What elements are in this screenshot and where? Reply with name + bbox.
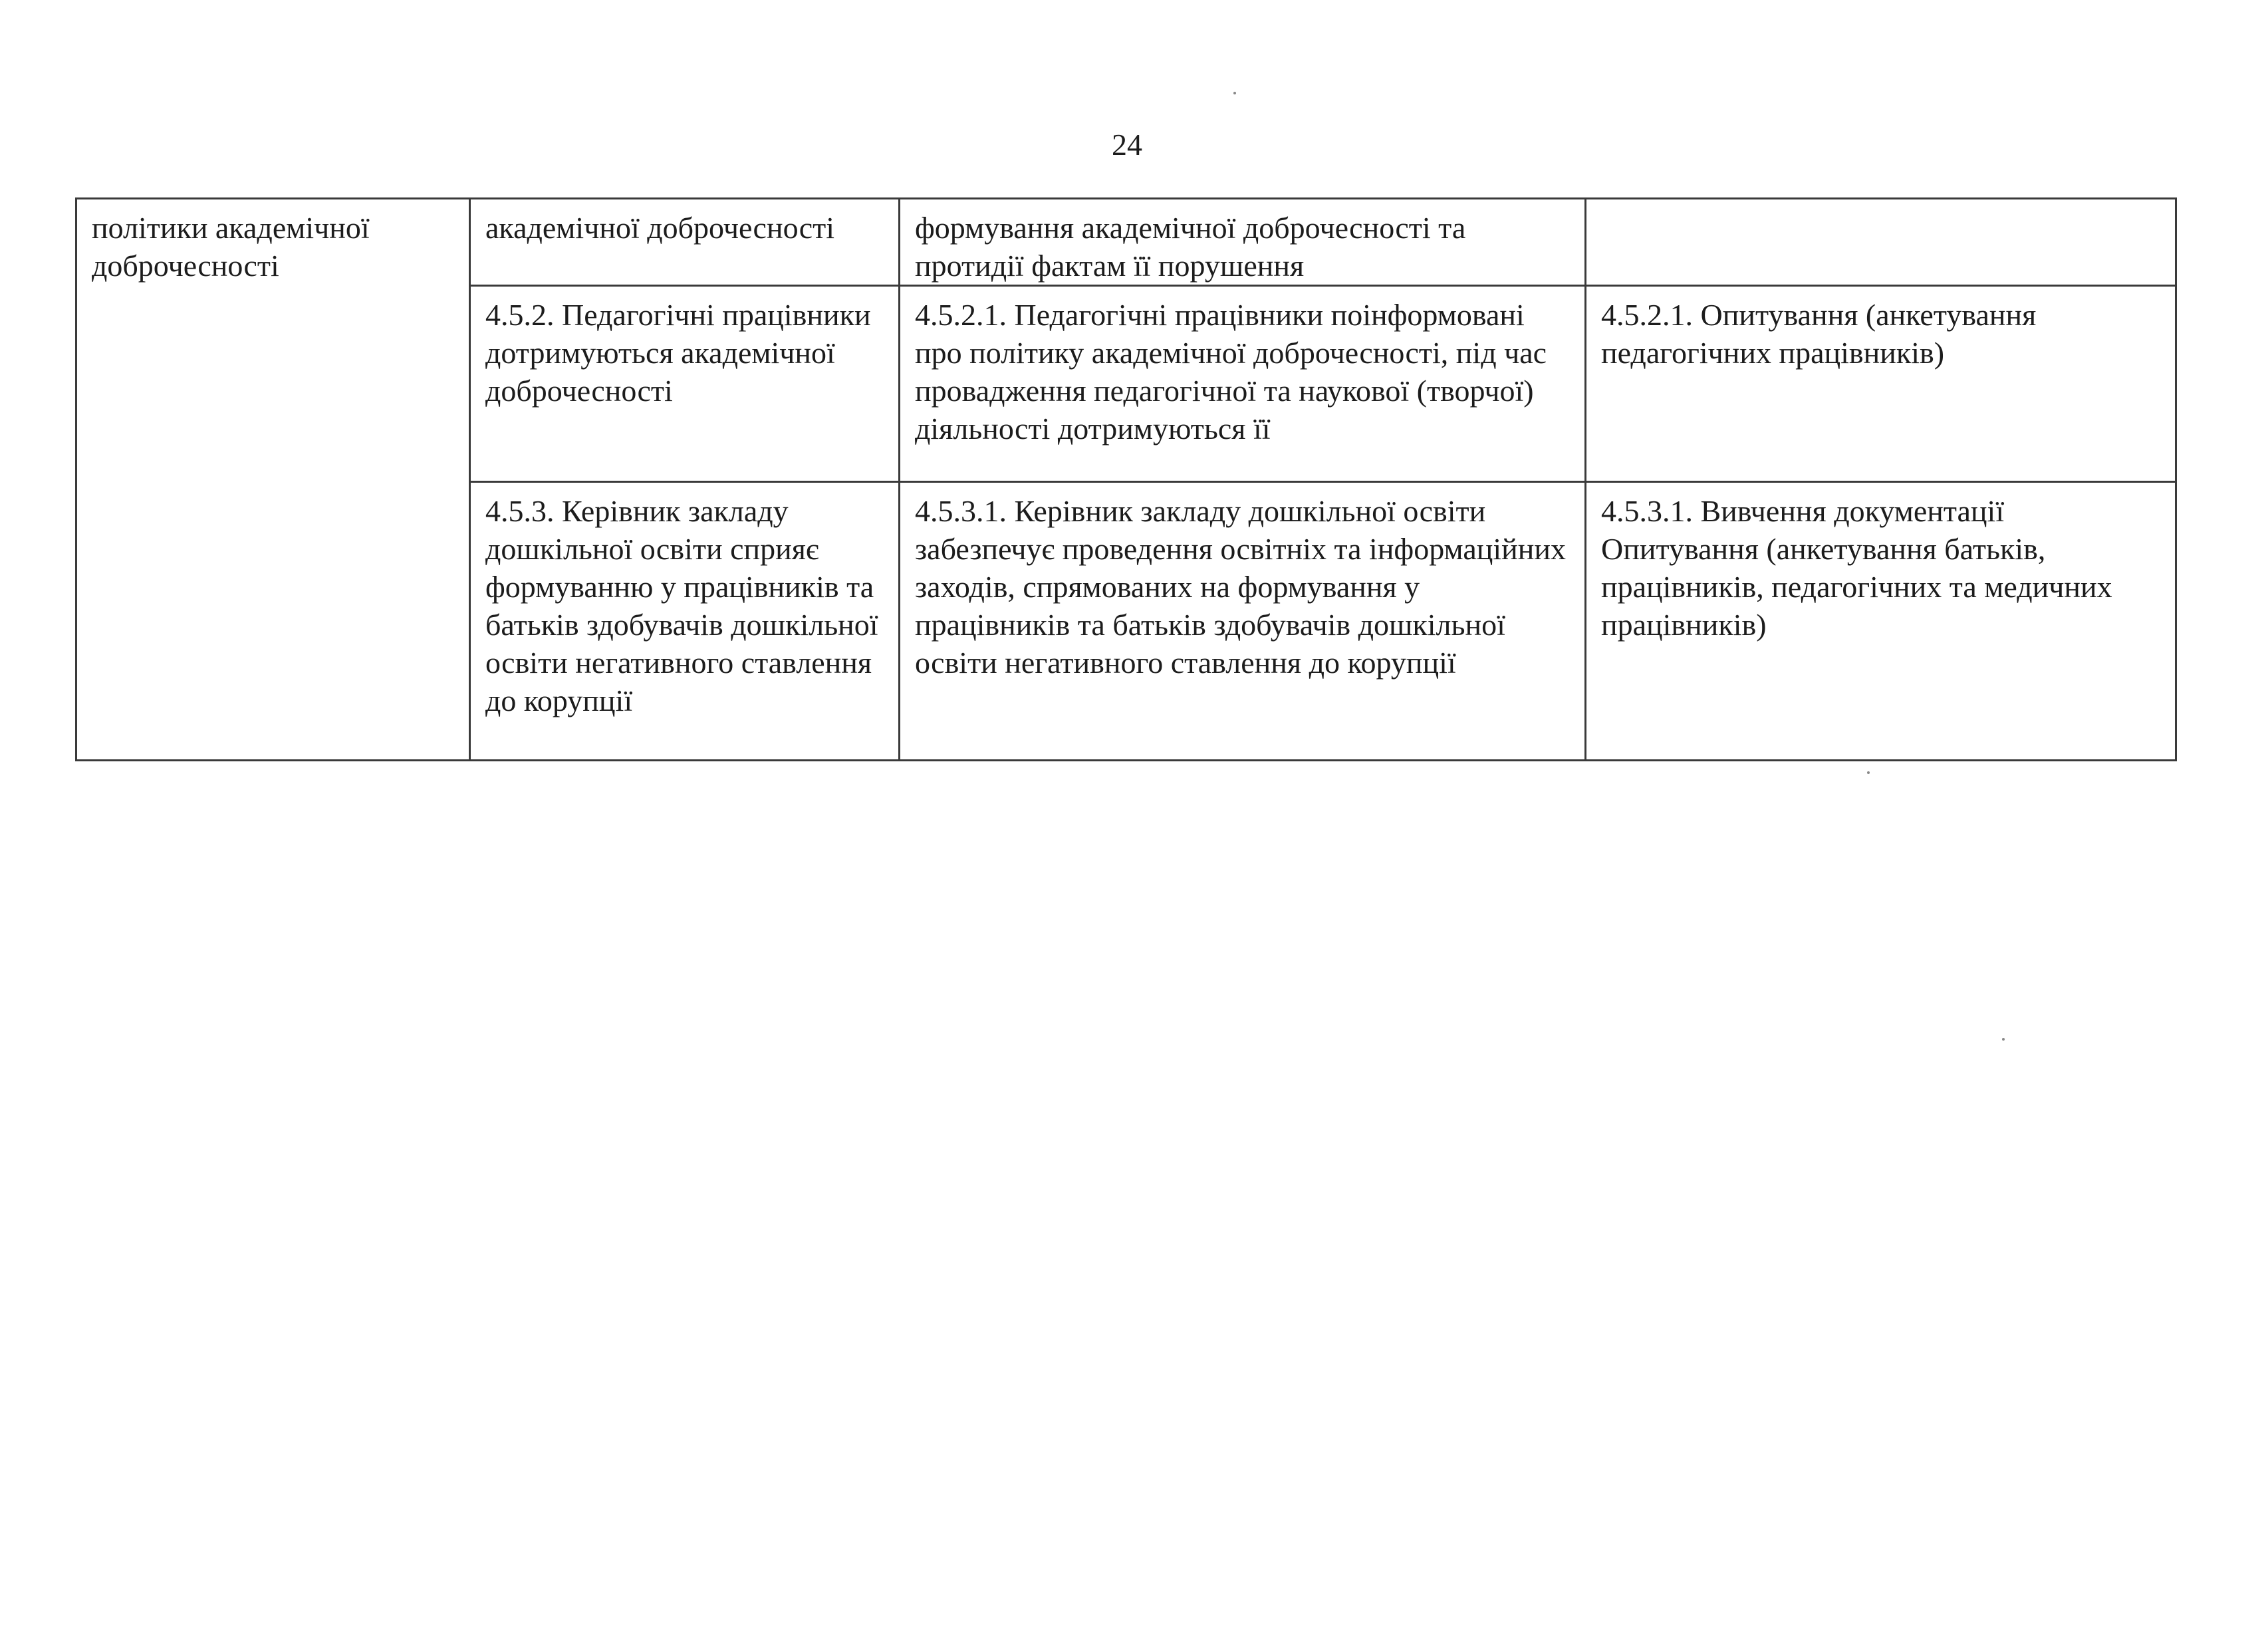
method-text: 4.5.2.1. Опитування (анкетування педагогічних працівників) [1601,298,2037,370]
scan-speck [1233,92,1236,94]
requirement-text: академічної доброчесності [485,211,835,245]
method-cell [1586,482,2176,761]
scan-speck [1867,771,1870,774]
method-cell [1586,286,2176,482]
criterion-cell [76,199,470,761]
indicator-text: 4.5.3.1. Керівник закладу дошкільної освіти забезпечує проведення освітніх та інформаційних заходів, спрямованих на формування у працівників та батьків здобувачів дошкільної освіти негативного ставлення до корупції [915,494,1567,680]
scan-speck [2002,1038,2005,1041]
requirement-cell [470,482,900,761]
method-text-line-1: 4.5.3.1. Вивчення документації [1601,494,2005,528]
requirement-text: 4.5.3. Керівник закладу дошкільної освіти сприяє формуванню у працівників та батьків здобувачів дошкільної освіти негативного ставлення до корупції [485,494,878,717]
indicator-cell [900,482,1586,761]
indicator-text: формування академічної доброчесності та протидії фактам її порушення [915,211,1466,283]
requirement-text: 4.5.2. Педагогічні працівники дотримуються академічної доброчесності [485,298,871,408]
indicator-cell [900,286,1586,482]
requirement-cell [470,286,900,482]
page-number: 24 [1112,128,1142,162]
requirement-cell [470,199,900,286]
method-text-line-2: Опитування (анкетування батьків, працівників, педагогічних та медичних працівників) [1601,532,2112,642]
table-row [76,199,2176,286]
indicator-text: 4.5.2.1. Педагогічні працівники поінформовані про політику академічної доброчесності, під час провадження педагогічної та наукової (творчої) діяльності дотримуються її [915,298,1547,445]
criterion-text: політики академічної доброчесності [92,211,370,283]
method-cell [1586,199,2176,286]
criteria-table [75,197,2177,761]
indicator-cell [900,199,1586,286]
